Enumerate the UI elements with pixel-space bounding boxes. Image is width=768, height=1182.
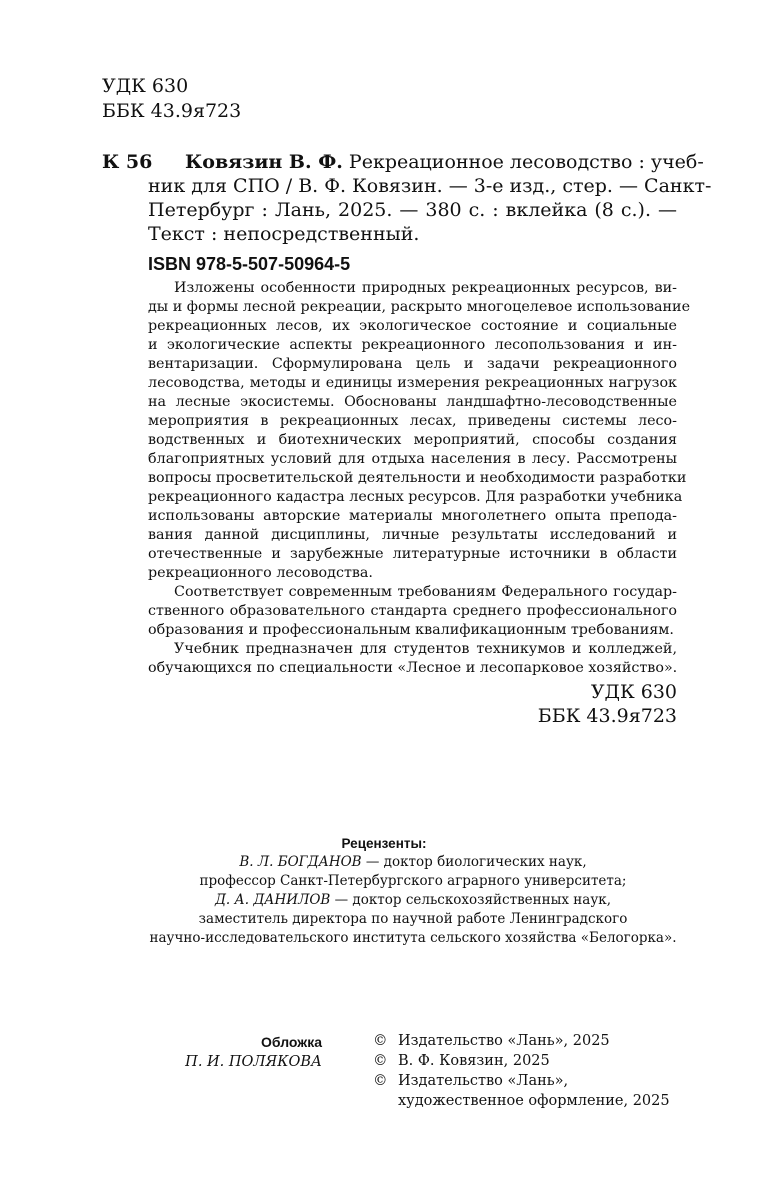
reviewer-2-institute: научно-исследовательского института сельского хозяйства «Белогорка».: [149, 930, 677, 946]
copyright-publisher: Издательство «Лань», 2025: [398, 1033, 610, 1049]
author-name: Ковязин В. Ф.: [185, 151, 343, 173]
abstract-line: Учебник предназначен для студентов техникумов и колледжей,: [174, 641, 677, 657]
abstract-line: Соответствует современным требованиям Федерального государ-: [174, 584, 677, 600]
bbk-code-top: ББК 43.9я723: [102, 100, 242, 122]
copyright-symbol: ©: [373, 1053, 388, 1069]
abstract-line: обучающихся по специальности «Лесное и лесопарковое хозяйство».: [148, 660, 678, 676]
abstract-line: вопросы просветительской деятельности и необходимости разработки: [148, 470, 687, 486]
reviewer-1-name: В. Л. БОГДАНОВ: [239, 854, 362, 870]
title-start: Рекреационное лесоводство : учеб-: [348, 151, 704, 173]
abstract-line: рекреационного кадастра лесных ресурсов. Для разработки учебника: [148, 489, 683, 505]
copyright-symbol: ©: [373, 1033, 388, 1049]
abstract-line: отечественные и зарубежные литературные источники в области: [148, 546, 677, 562]
bibliographic-line-2: ник для СПО / В. Ф. Ковязин. — 3-е изд., стер. — Санкт-: [148, 175, 712, 197]
reviewer-2-position: заместитель директора по научной работе Ленинградского: [198, 911, 628, 927]
copyright-symbol: ©: [373, 1073, 388, 1089]
abstract-line: благоприятных условий для отдыха населения в лесу. Рассмотрены: [148, 451, 677, 467]
udk-code-top: УДК 630: [102, 75, 189, 97]
copyright-design-line-2: художественное оформление, 2025: [398, 1093, 670, 1109]
abstract-line: Изложены особенности природных рекреационных ресурсов, ви-: [174, 280, 677, 296]
abstract-line: водственных и биотехнических мероприятий, способы создания: [148, 432, 677, 448]
reviewer-1: [0, 853, 768, 872]
reviewers-heading: Рецензенты:: [341, 836, 427, 851]
author-code: К 56: [102, 151, 153, 173]
reviewers-list: [0, 853, 768, 948]
reviewer-2-title: — доктор сельскохозяйственных наук,: [330, 892, 612, 908]
reviewers-block: [0, 834, 768, 853]
abstract-line: и экологические аспекты рекреационного лесопользования и ин-: [148, 337, 677, 353]
abstract-line: ды и формы лесной рекреации, раскрыто многоцелевое использование: [148, 299, 691, 315]
abstract-line: вентаризации. Сформулирована цель и задачи рекреационного: [148, 356, 677, 372]
abstract-line: вания данной дисциплины, личные результаты исследований и: [148, 527, 677, 543]
abstract-line: на лесные экосистемы. Обоснованы ландшафтно-лесоводственные: [148, 394, 677, 410]
copyright-design-line-1: Издательство «Лань»,: [398, 1073, 569, 1089]
abstract-line: рекреационных лесов, их экологическое состояние и социальные: [148, 318, 677, 334]
bibliographic-line-3: Петербург : Лань, 2025. — 380 с. : вклейка (8 с.). —: [148, 199, 677, 221]
copyright-author: В. Ф. Ковязин, 2025: [398, 1053, 550, 1069]
abstract-line: образования и профессиональным квалификационным требованиям.: [148, 622, 674, 638]
udk-code-bottom: УДК 630: [590, 681, 677, 703]
bibliographic-line-4: Текст : непосредственный.: [148, 223, 420, 245]
reviewer-2-name: Д. А. ДАНИЛОВ: [214, 892, 331, 908]
reviewer-1-position: профессор Санкт-Петербургского аграрного университета;: [199, 873, 627, 889]
abstract-line: ственного образовательного стандарта среднего профессионального: [148, 603, 677, 619]
bibliographic-line-1: [185, 150, 704, 174]
reviewer-2: [0, 891, 768, 910]
abstract-line: лесоводства, методы и единицы измерения рекреационных нагрузок: [148, 375, 677, 391]
bbk-code-bottom: ББК 43.9я723: [537, 705, 677, 727]
abstract-line: рекреационного лесоводства.: [148, 565, 373, 581]
cover-label: Обложка: [261, 1034, 322, 1050]
abstract-line: мероприятия в рекреационных лесах, приведены системы лесо-: [148, 413, 677, 429]
isbn: ISBN 978-5-507-50964-5: [148, 254, 351, 274]
abstract-line: использованы авторские материалы многолетнего опыта препода-: [148, 508, 677, 524]
cover-designer: П. И. ПОЛЯКОВА: [185, 1054, 322, 1070]
reviewer-1-title: — доктор биологических наук,: [361, 854, 587, 870]
